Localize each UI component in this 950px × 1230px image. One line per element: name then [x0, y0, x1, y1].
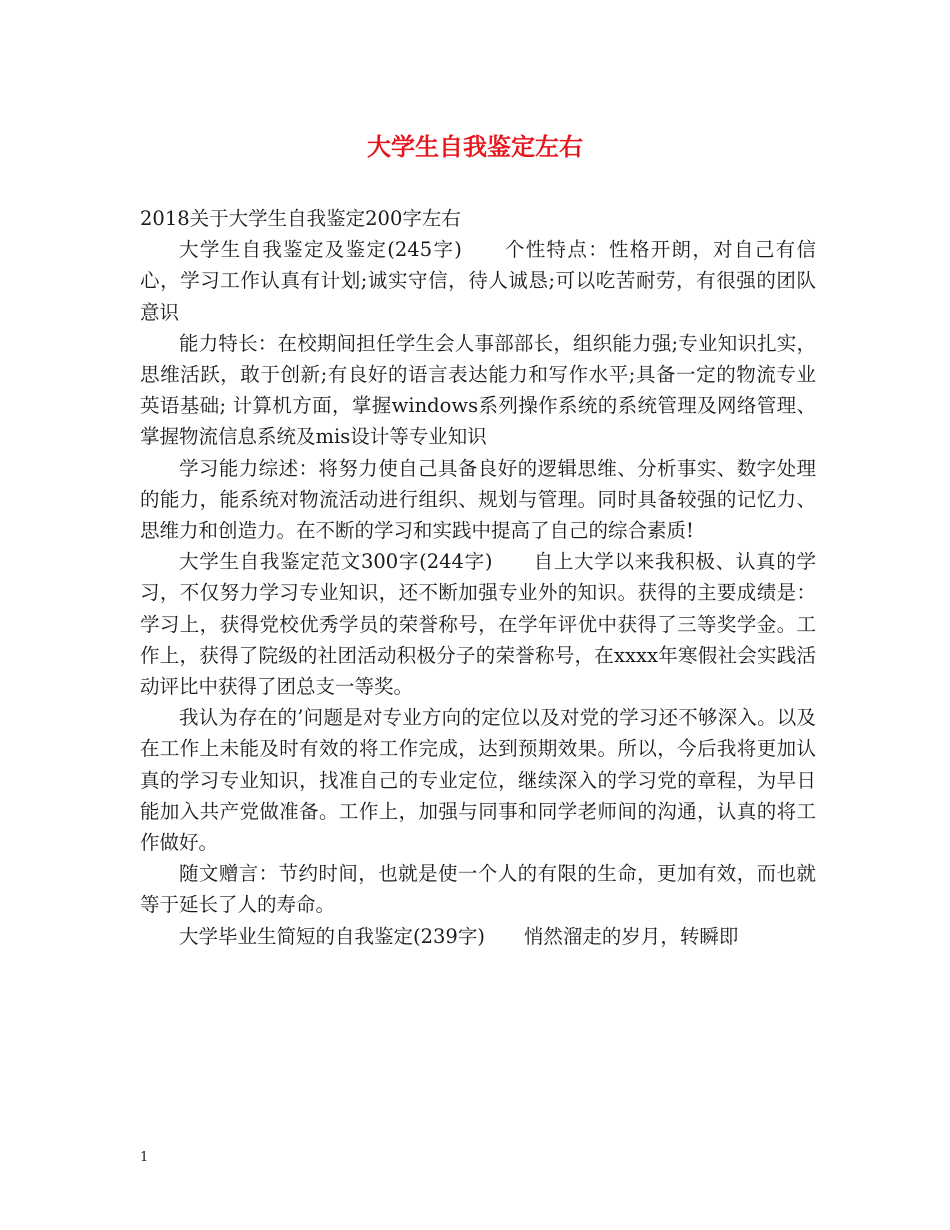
paragraph-personal-traits: 大学生自我鉴定及鉴定(245字) 个性特点：性格开朗，对自己有信心，学习工作认真有计划;诚实守信，待人诚恳;可以吃苦耐劳，有很强的团队意识 — [140, 238, 816, 324]
paragraph-abilities: 能力特长：在校期间担任学生会人事部部长，组织能力强;专业知识扎实，思维活跃，敢于创新;有良好的语言表达能力和写作水平;具备一定的物流专业英语基础; 计算机方面，掌握windows系列操作系统的系统管理及网络管理、掌握物流信息系统及mis设计等专业知识 — [140, 331, 816, 449]
paragraph-graduate-summary: 大学毕业生简短的自我鉴定(239字) 悄然溜走的岁月，转瞬即 — [179, 924, 739, 948]
paragraph-sample-300: 大学生自我鉴定范文300字(244字) 自上大学以来我积极、认真的学习，不仅努力学习专业知识，还不断加强专业外的知识。获得的主要成绩是：学习上，获得党校优秀学员的荣誉称号，在学年评优中获得了三等奖学金。工作上，获得了院级的社团活动积极分子的荣誉称号，在xxxx年寒假社会实践活动评比中获得了团总支一等奖。 — [140, 550, 816, 699]
page-number: 1 — [140, 1150, 149, 1165]
paragraph-closing-quote: 随文赠言：节约时间，也就是使一个人的有限的生命，更加有效，而也就等于延长了人的寿命。 — [140, 862, 816, 917]
paragraph-problems: 我认为存在的’问题是对专业方向的定位以及对党的学习还不够深入。以及在工作上未能及时有效的将工作完成，达到预期效果。所以，今后我将更加认真的学习专业知识，找准自己的专业定位，继续深入的学习党的章程，为早日能加入共产党做准备。工作上，加强与同事和同学老师间的沟通，认真的将工作做好。 — [140, 706, 816, 855]
paragraph-learning-ability: 学习能力综述：将努力使自己具备良好的逻辑思维、分析事实、数字处理的能力，能系统对物流活动进行组织、规划与管理。同时具备较强的记忆力、思维力和创造力。在不断的学习和实践中提高了自己的综合素质! — [140, 456, 816, 543]
document-title: 大学生自我鉴定左右 — [367, 133, 583, 161]
paragraph-heading: 2018关于大学生自我鉴定200字左右 — [140, 207, 461, 230]
document-body — [140, 203, 816, 952]
